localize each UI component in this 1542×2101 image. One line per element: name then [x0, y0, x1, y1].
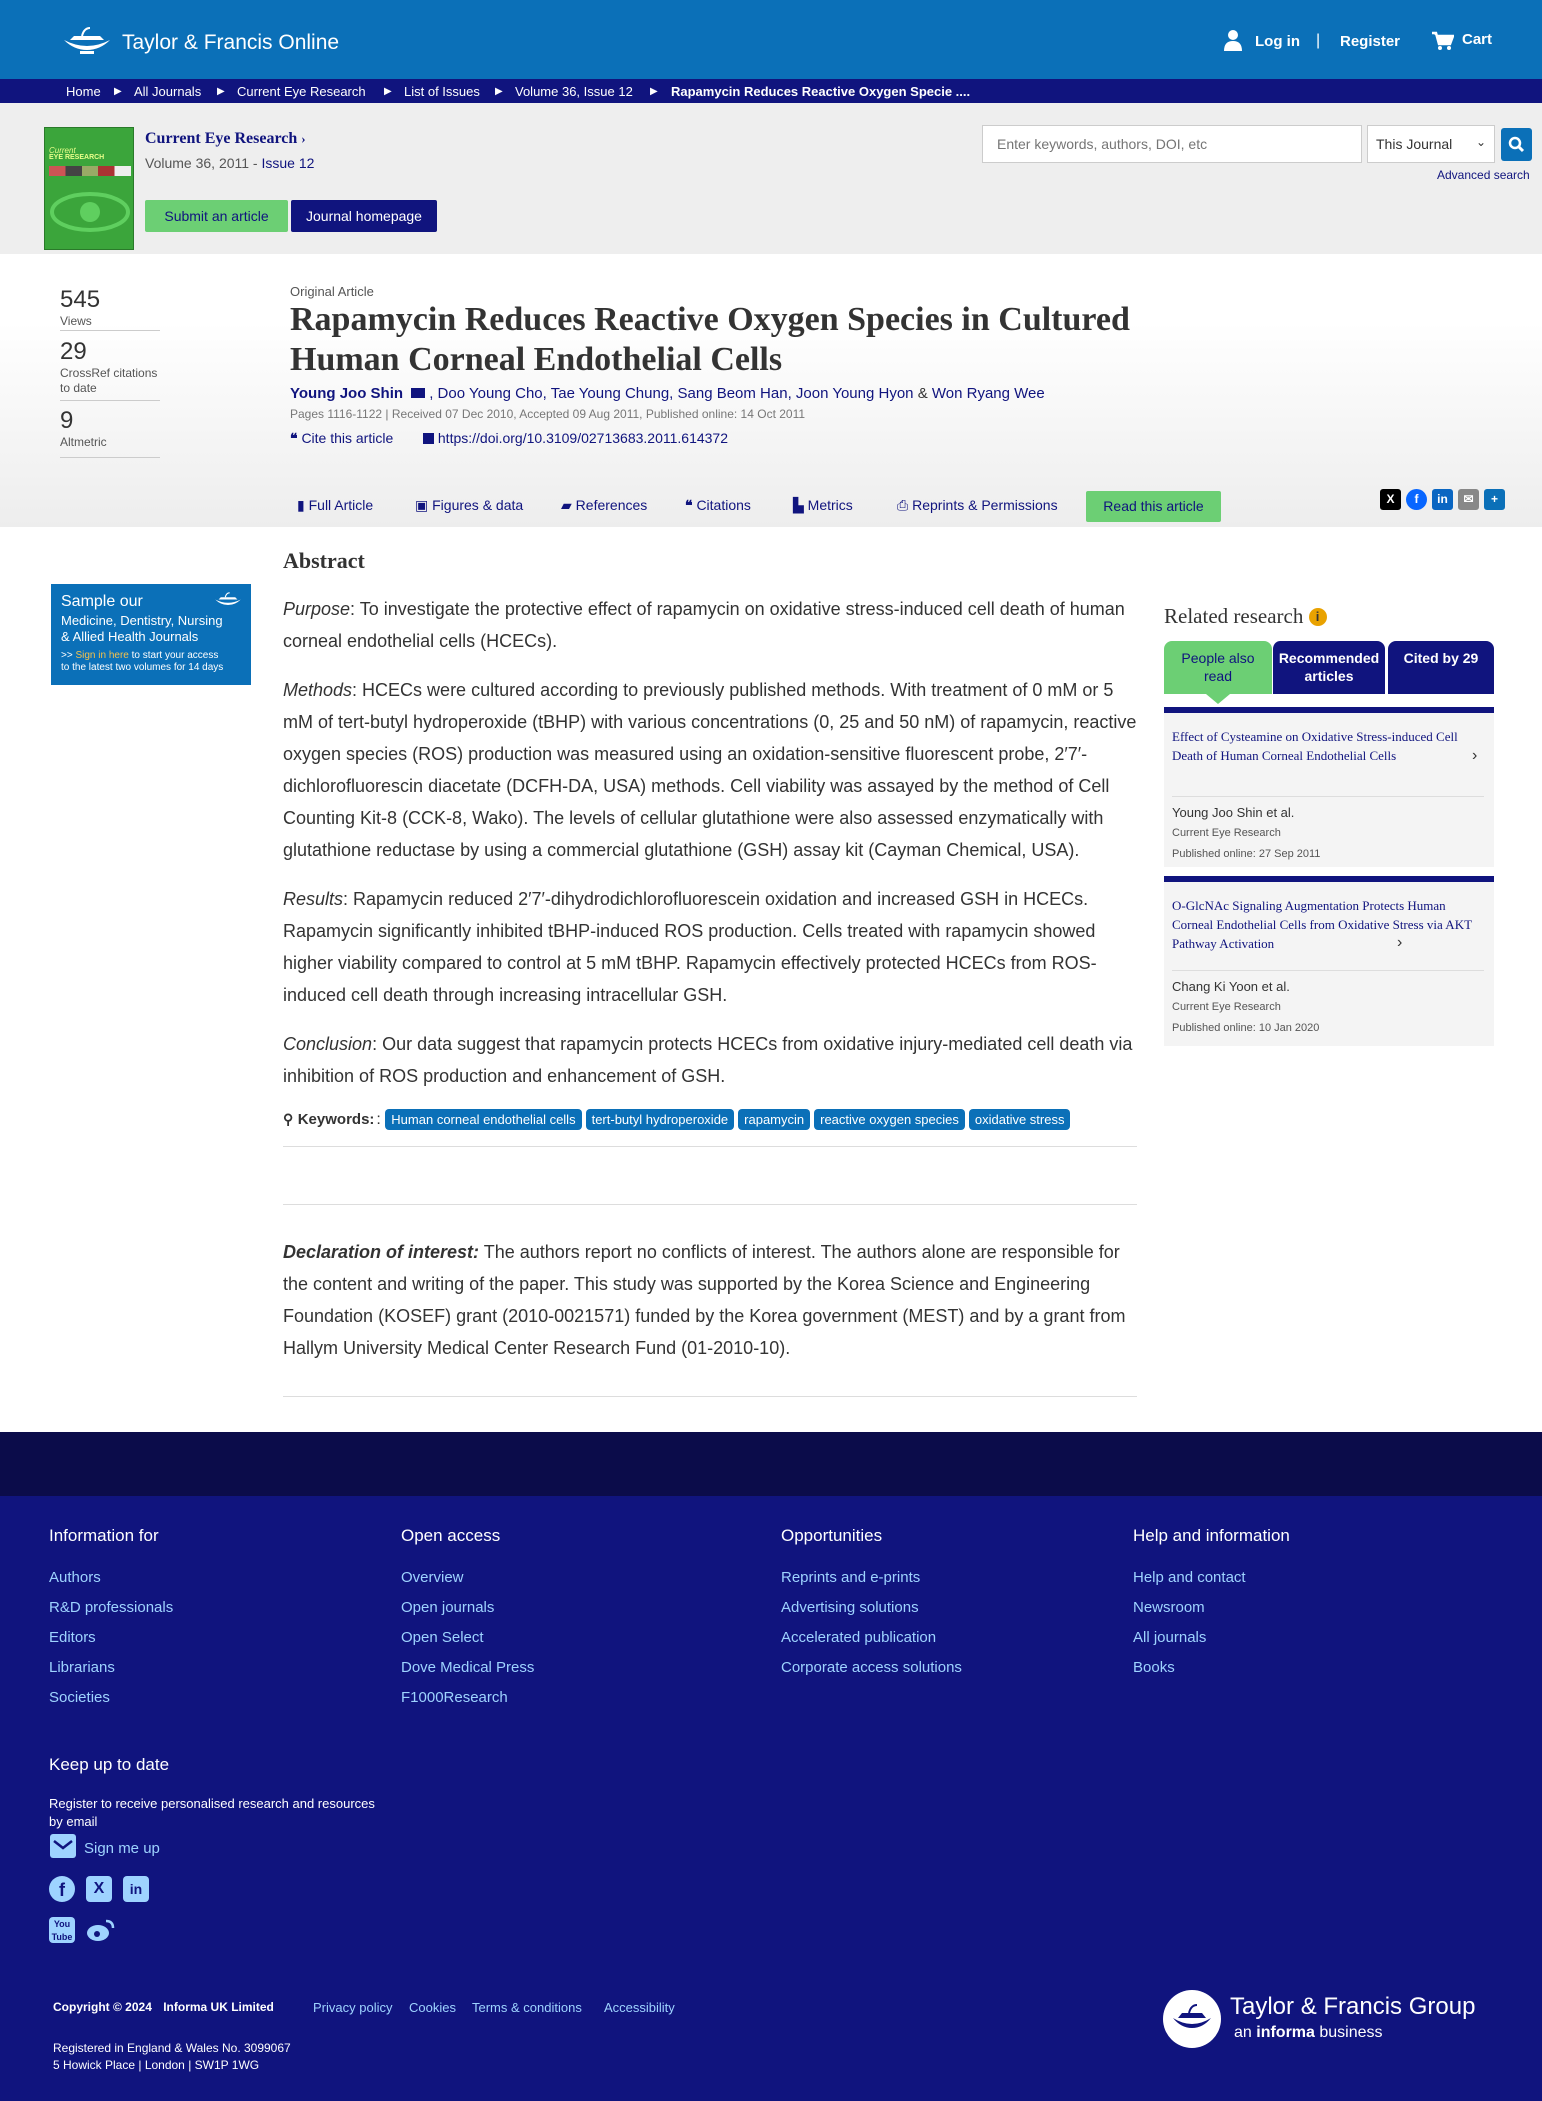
- results-label: Results: [283, 889, 344, 909]
- sample-journals-ad[interactable]: [51, 584, 251, 685]
- legal-link[interactable]: Terms & conditions: [472, 2000, 582, 2015]
- author-2[interactable]: , Doo Young Cho: [429, 385, 543, 402]
- tab-figures[interactable]: [415, 497, 523, 514]
- tab-pointer: [1206, 694, 1230, 704]
- keywords-label: Keywords:: [297, 1111, 375, 1128]
- related-tab-cited-by[interactable]: [1388, 641, 1494, 694]
- related-item-journal: Current Eye Research: [1172, 827, 1281, 839]
- footer-link[interactable]: Reprints and e-prints: [781, 1569, 921, 1586]
- related-tab-people-also-read[interactable]: People also read: [1164, 641, 1272, 694]
- footer-link[interactable]: Accelerated publication: [781, 1629, 937, 1646]
- declaration-of-interest: [283, 1236, 1137, 1364]
- search-icon: [1501, 128, 1532, 161]
- lamp-icon: [1163, 1990, 1221, 2048]
- footer-link[interactable]: All journals: [1133, 1629, 1207, 1646]
- chevron-down-icon: ⌄: [1475, 135, 1486, 149]
- top-bar: [0, 0, 1542, 79]
- search-scope-value: This Journal: [1376, 136, 1453, 152]
- search-scope-select[interactable]: [1367, 125, 1495, 163]
- methods-label: Methods: [283, 680, 353, 700]
- envelope-icon: [49, 1833, 77, 1859]
- cart-label: Cart: [1462, 31, 1493, 48]
- registration-line1: Registered in England & Wales No. 3099067: [53, 2041, 291, 2055]
- author-6[interactable]: Won Ryang Wee: [931, 385, 1045, 402]
- conclusion-label: Conclusion: [283, 1034, 373, 1054]
- user-icon: [1223, 29, 1243, 51]
- youtube-icon[interactable]: You Tube: [49, 1917, 75, 1943]
- article-meta: Pages 1116-1122 | Received 07 Dec 2010, Accepted 09 Aug 2011, Published online: 14 Oct 2011: [290, 407, 806, 421]
- login-label: Log in: [1255, 33, 1300, 50]
- abstract-purpose: [283, 593, 1137, 657]
- ad-line3: & Allied Health Journals: [61, 629, 199, 644]
- advanced-search-link[interactable]: Advanced search: [1437, 168, 1530, 182]
- tab-label: Metrics: [807, 497, 853, 513]
- breadcrumb-all-journals[interactable]: All Journals: [134, 84, 202, 99]
- tab-metrics[interactable]: [793, 497, 853, 514]
- footer-col-heading: Information for: [49, 1526, 159, 1545]
- search-button[interactable]: [1501, 128, 1532, 161]
- footer-link[interactable]: Librarians: [49, 1659, 115, 1676]
- informa-link[interactable]: Informa UK Limited: [163, 2000, 274, 2014]
- sign-me-up-link[interactable]: [49, 1833, 189, 1859]
- journal-cover[interactable]: [44, 127, 134, 250]
- copyright: [53, 2000, 274, 2014]
- ad-line4: [61, 650, 218, 661]
- related-item-date: Published online: 10 Jan 2020: [1172, 1022, 1320, 1034]
- related-item-title[interactable]: Effect of Cysteamine on Oxidative Stress-induced Cell Death of Human Corneal Endothelial Cells: [1172, 729, 1458, 763]
- abstract-heading: Abstract: [283, 548, 365, 573]
- chevron-right-icon: ›: [1472, 747, 1478, 764]
- cover-images: [49, 166, 131, 176]
- metric-altmetric[interactable]: [60, 407, 160, 458]
- search-input[interactable]: [982, 125, 1362, 163]
- footer-col-heading: Open access: [401, 1526, 501, 1545]
- author-4[interactable]: , Sang Beom Han: [669, 385, 788, 402]
- cover-title-1: Current: [49, 146, 76, 155]
- declaration-text: The authors report no conflicts of interest. The authors alone are responsible for the content and writing of the paper. This study was supported by the Korea Science and Engineering Foundation (KOSEF) grant (2010-0021571) funded by the Korea government (MEST) and by a grant from Hallym University Medical Center Research Fund (01-2010-10).: [283, 1242, 1126, 1358]
- tab-full-article[interactable]: [297, 497, 373, 514]
- doi-link[interactable]: [423, 430, 728, 446]
- metric-label: Altmetric: [60, 435, 107, 449]
- bar-chart-icon: ▙: [793, 497, 804, 513]
- footer-link[interactable]: Advertising solutions: [781, 1599, 919, 1616]
- keyword-tag[interactable]: reactive oxygen species: [814, 1109, 965, 1130]
- linkedin-icon[interactable]: in: [123, 1876, 149, 1902]
- lamp-icon: [60, 26, 114, 56]
- footer-link[interactable]: R&D professionals: [49, 1599, 174, 1616]
- footer-link[interactable]: Overview: [401, 1569, 464, 1586]
- book-icon: ▰: [561, 497, 572, 513]
- tab-label: Figures & data: [432, 497, 524, 513]
- breadcrumb-arrow-icon: ▶: [650, 86, 658, 97]
- ad-line1: Sample our: [61, 593, 143, 610]
- tab-label: References: [575, 497, 648, 513]
- breadcrumb: [0, 79, 1542, 103]
- divider: [283, 1146, 1137, 1147]
- related-item[interactable]: [1164, 707, 1494, 867]
- results-text: : Rapamycin reduced 2′7′-dihydrodichlorofluorescein oxidation and increased GSH in HCECs. Rapamycin significantly inhibited tBHP-induced ROS production. Cells treated with rapamycin showed higher viability compared to control at 5 mM tBHP. Rapamycin effectively protected HCECs from ROS-induced cell death through increasing intracellular GSH.: [283, 889, 1097, 1005]
- divider: |: [1316, 32, 1321, 49]
- metric-label: CrossRef citations to date: [60, 366, 158, 395]
- abstract-methods: [283, 674, 1137, 866]
- cart-icon: [1432, 31, 1454, 51]
- article-title: [290, 300, 1130, 380]
- brand-name: Taylor & Francis Online: [122, 31, 340, 54]
- issue-link[interactable]: Issue 12: [261, 155, 315, 171]
- divider: [1172, 796, 1484, 797]
- ad-sign-in-link[interactable]: Sign in here: [75, 650, 129, 661]
- footer-link[interactable]: Authors: [49, 1569, 101, 1586]
- divider: [1172, 970, 1484, 971]
- author-first[interactable]: Young Joo Shin: [290, 385, 404, 402]
- breadcrumb-arrow-icon: ▶: [384, 86, 392, 97]
- footer-col-heading: Help and information: [1133, 1526, 1290, 1545]
- more-share-icon[interactable]: +: [1484, 489, 1505, 510]
- keyword-tag[interactable]: rapamycin: [738, 1109, 810, 1130]
- related-item-authors: Chang Ki Yoon et al.: [1172, 979, 1290, 994]
- legal-link[interactable]: Privacy policy: [313, 2000, 393, 2015]
- related-tab-cited-by-label: Cited by 29: [1403, 650, 1479, 666]
- keywords: ⚲ Keywords: : Human corneal endothelial cells tert-butyl hydroperoxide rapamycin reactive oxygen species oxidative stress: [283, 1109, 1137, 1130]
- external-link-icon: [423, 433, 434, 444]
- footer-link[interactable]: Dove Medical Press: [401, 1659, 535, 1676]
- ad-rest: to start your access: [128, 650, 219, 661]
- tf-group-logo[interactable]: [1163, 1990, 1493, 2054]
- author-list: [290, 385, 1045, 402]
- breadcrumb-arrow-icon: ▶: [495, 86, 503, 97]
- footer-link[interactable]: Open Select: [401, 1629, 484, 1646]
- facebook-icon[interactable]: f: [49, 1876, 75, 1902]
- abstract-results: [283, 883, 1137, 1011]
- doi-text: https://doi.org/10.3109/02713683.2011.614372: [437, 430, 728, 446]
- related-tab-recommended[interactable]: Recommended articles: [1272, 641, 1385, 694]
- volume-text: Volume 36, 2011 -: [145, 155, 258, 171]
- lamp-icon: [213, 590, 243, 610]
- x-share-icon[interactable]: X: [1380, 489, 1401, 510]
- breadcrumb-issue[interactable]: Volume 36, Issue 12: [515, 84, 633, 99]
- article-title-line1: Rapamycin Reduces Reactive Oxygen Species in Cultured: [290, 301, 1130, 338]
- ad-line5: to the latest two volumes for 14 days: [61, 662, 224, 673]
- breadcrumb-arrow-icon: ▶: [114, 86, 122, 97]
- footer-col-heading: Opportunities: [781, 1526, 883, 1545]
- footer-top-band: [0, 1432, 1542, 1496]
- metric-value: 29: [60, 338, 87, 365]
- abstract-body: [283, 593, 1137, 1092]
- author-sep: &: [913, 385, 932, 402]
- footer: [0, 1496, 1542, 2101]
- declaration-label: Declaration of interest:: [283, 1242, 480, 1262]
- envelope-icon[interactable]: [411, 388, 425, 398]
- search-icon: ⚲: [283, 1111, 294, 1127]
- cite-label: Cite this article: [301, 430, 394, 446]
- keep-up-heading: Keep up to date: [49, 1755, 170, 1774]
- tagline-an: an: [1234, 2024, 1252, 2041]
- tf-logo[interactable]: [60, 26, 340, 56]
- related-item-authors: Young Joo Shin et al.: [1172, 805, 1295, 820]
- footer-link[interactable]: Editors: [49, 1629, 96, 1646]
- quote-icon: ❝: [685, 497, 693, 513]
- breadcrumb-issues[interactable]: List of Issues: [404, 84, 480, 99]
- divider: [283, 1396, 1137, 1397]
- x-icon[interactable]: X: [86, 1876, 112, 1902]
- methods-text: : HCECs were cultured according to previously published methods. With treatment of 0 mM or 5 mM of tert-butyl hydroperoxide (tBHP) with various concentrations (0, 25 and 50 nM) of rapamycin, reactive oxygen species (ROS) production was measured using an oxidation-sensitive fluorescent probe, 2′7′-dichlorofluorescin diacetate (DCFH-DA, USA) methods. Cell viability was assayed by the method of Cell Counting Kit-8 (CCK-8, Wako). The levels of cellular glutathione were also assessed enzymatically with glutathione reductase by using a commercial glutathione (GSH) assay kit (Cayman Chemical, USA).: [283, 680, 1137, 860]
- journal-volume: [145, 155, 314, 171]
- breadcrumb-arrow-icon: ▶: [217, 86, 225, 97]
- chevron-right-icon: ›: [1397, 934, 1403, 951]
- chevron-right-icon: ›: [301, 131, 306, 146]
- legal-link[interactable]: Cookies: [409, 2000, 456, 2015]
- journal-title-text: Current Eye Research: [145, 130, 298, 147]
- footer-link[interactable]: Societies: [49, 1689, 110, 1706]
- footer-link[interactable]: F1000Research: [401, 1689, 508, 1706]
- cover-title-2: EYE RESEARCH: [49, 154, 105, 161]
- image-icon: ▣: [415, 497, 429, 513]
- breadcrumb-home[interactable]: Home: [66, 84, 101, 99]
- tagline-informa: informa: [1256, 2024, 1315, 2041]
- related-item-date: Published online: 27 Sep 2011: [1172, 848, 1321, 860]
- breadcrumb-current: Rapamycin Reduces Reactive Oxygen Specie ....: [671, 84, 971, 99]
- register-link[interactable]: Register: [1340, 33, 1401, 50]
- related-item[interactable]: [1164, 876, 1494, 1046]
- keyword-tag[interactable]: tert-butyl hydroperoxide: [586, 1109, 735, 1130]
- metric-views: [60, 286, 160, 331]
- read-article-button[interactable]: Read this article: [1086, 491, 1221, 522]
- footer-link[interactable]: Help and contact: [1133, 1569, 1246, 1586]
- abstract-conclusion: [283, 1028, 1137, 1092]
- journal-title[interactable]: [145, 130, 306, 148]
- facebook-share-icon[interactable]: f: [1406, 489, 1427, 510]
- group-name: Taylor & Francis Group: [1230, 1993, 1476, 2020]
- tab-label: Reprints & Permissions: [912, 497, 1058, 513]
- journal-homepage-button[interactable]: Journal homepage: [291, 200, 437, 232]
- footer-link[interactable]: Books: [1133, 1659, 1175, 1676]
- author-3[interactable]: , Tae Young Chung: [542, 385, 670, 402]
- metric-value: 9: [60, 407, 74, 434]
- cart-link[interactable]: [1432, 30, 1512, 54]
- ad-prefix: >>: [61, 650, 76, 661]
- sign-me-up-label: Sign me up: [84, 1840, 160, 1857]
- metric-citations[interactable]: [60, 338, 160, 401]
- journal-header: [0, 103, 1542, 254]
- tagline-business: business: [1319, 2024, 1383, 2041]
- quote-icon: ❝: [290, 430, 298, 446]
- copyright-text: Copyright © 2024: [53, 2000, 152, 2014]
- info-icon[interactable]: i: [1309, 608, 1327, 626]
- footer-link[interactable]: Corporate access solutions: [781, 1659, 962, 1676]
- email-share-icon[interactable]: ✉: [1458, 489, 1479, 510]
- conclusion-text: : Our data suggest that rapamycin protects HCECs from oxidative injury-mediated cell death via inhibition of ROS production and enhancement of GSH.: [283, 1034, 1133, 1086]
- footer-link[interactable]: Open journals: [401, 1599, 495, 1616]
- article-type: Original Article: [290, 284, 374, 299]
- tab-citations[interactable]: [685, 497, 751, 514]
- ad-line2: Medicine, Dentistry, Nursing: [61, 613, 223, 628]
- article-header: [0, 254, 1542, 527]
- author-5[interactable]: , Joon Young Hyon: [787, 385, 914, 402]
- tab-reprints[interactable]: [897, 497, 1058, 514]
- breadcrumb-journal[interactable]: Current Eye Research: [237, 84, 366, 99]
- metric-label: Views: [60, 314, 92, 328]
- footer-link[interactable]: Newsroom: [1133, 1599, 1205, 1616]
- related-item-title[interactable]: O-GlcNAc Signaling Augmentation Protects Human Corneal Endothelial Cells from Oxidative Stress via AKT Pathway Activation: [1172, 898, 1472, 951]
- metric-value: 545: [60, 286, 101, 313]
- keyword-tag[interactable]: oxidative stress: [969, 1109, 1071, 1130]
- related-item-journal: Current Eye Research: [1172, 1001, 1281, 1013]
- tab-label: Full Article: [308, 497, 374, 513]
- print-icon: ⎙: [897, 497, 909, 513]
- eye-icon: [45, 180, 134, 250]
- tab-references[interactable]: [561, 497, 647, 514]
- purpose-label: Purpose: [283, 599, 351, 619]
- keyword-tag[interactable]: Human corneal endothelial cells: [385, 1109, 581, 1130]
- legal-link[interactable]: Accessibility: [604, 2000, 675, 2015]
- linkedin-share-icon[interactable]: in: [1432, 489, 1453, 510]
- tab-label: Citations: [696, 497, 751, 513]
- related-heading: [1164, 604, 1327, 629]
- document-icon: ▮: [297, 497, 305, 513]
- divider: [283, 1204, 1137, 1205]
- registration-line2: 5 Howick Place | London | SW1P 1WG: [53, 2058, 260, 2072]
- submit-article-button[interactable]: Submit an article: [145, 200, 288, 232]
- weibo-icon[interactable]: [86, 1917, 116, 1943]
- group-tagline: [1234, 2024, 1383, 2042]
- register-text: Register to receive personalised research and resources by email: [49, 1796, 375, 1829]
- article-title-line2: Human Corneal Endothelial Cells: [290, 341, 783, 378]
- cite-link[interactable]: [290, 430, 393, 447]
- purpose-text: : To investigate the protective effect of rapamycin on oxidative stress-induced cell death of human corneal endothelial cells (HCECs).: [283, 599, 1125, 651]
- related-heading-text: Related research: [1164, 604, 1304, 628]
